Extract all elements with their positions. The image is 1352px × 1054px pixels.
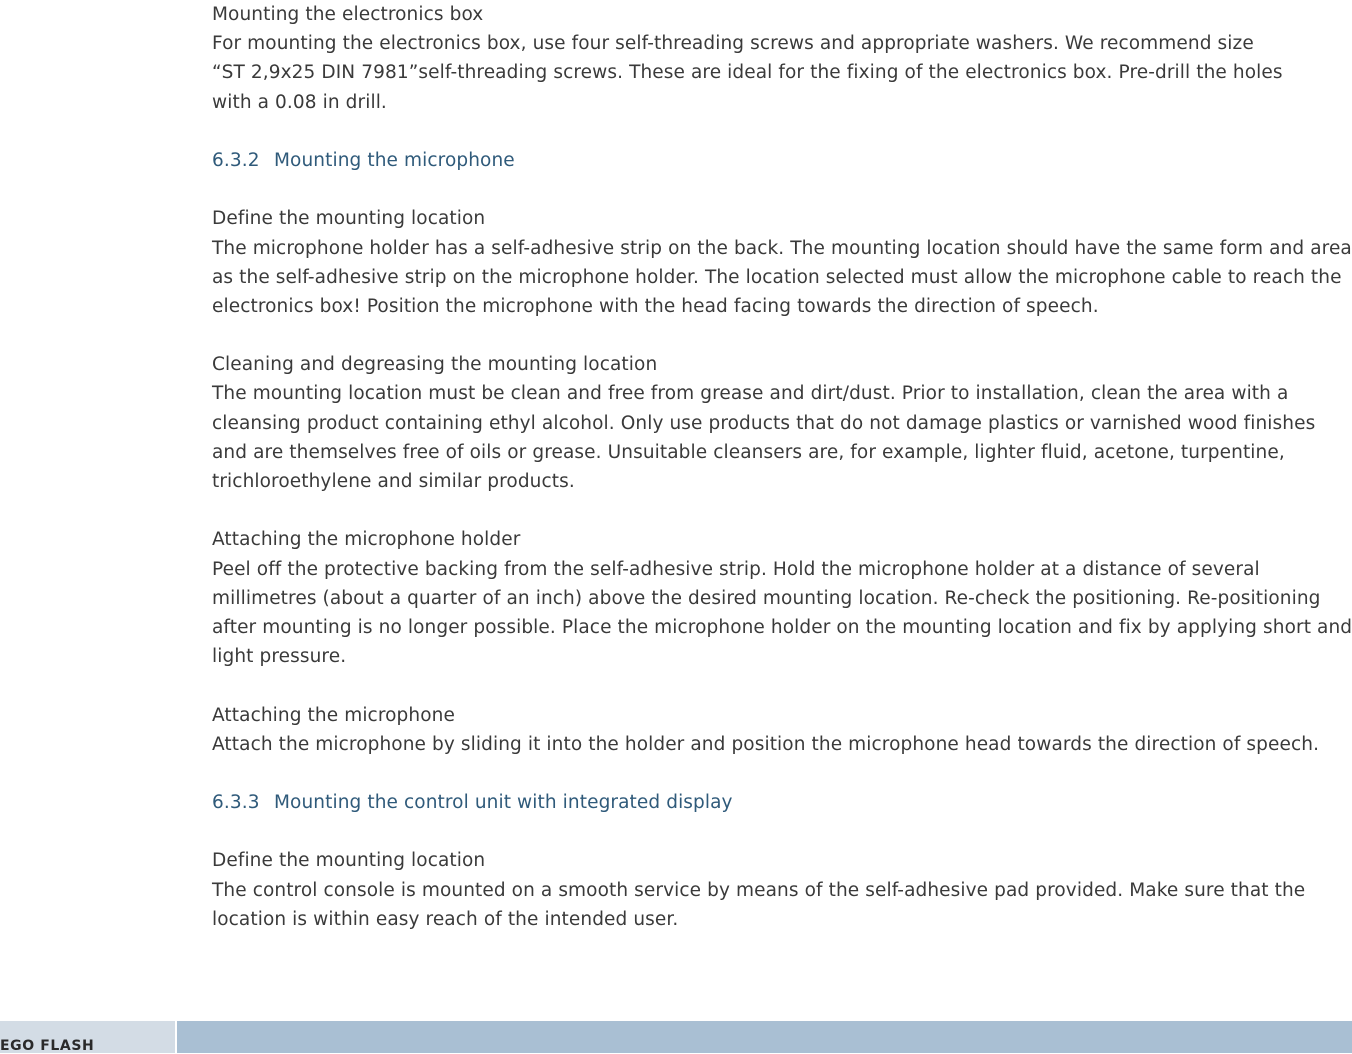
section-number: 6.3.2 [212,149,260,171]
subsection-title-attaching-holder: Attaching the microphone holder [212,529,521,551]
section-heading-microphone [212,146,1352,175]
paragraph-line: light pressure. [212,646,347,668]
subsection-title-electronics-box: Mounting the electronics box [212,4,484,25]
paragraph-line: The control console is mounted on a smooth service by means of the self-adhesive pad provided. Make sure that the [212,879,1306,901]
spacer [212,496,1352,525]
paragraph-line: Peel off the protective backing from the self-adhesive strip. Hold the microphone holder at a distance of several [212,558,1260,580]
paragraph-line: The mounting location must be clean and free from grease and dirt/dust. Prior to installation, clean the area with a [212,383,1289,405]
paragraph-line: trichloroethylene and similar products. [212,471,575,492]
spacer [212,671,1352,700]
spacer [212,759,1352,788]
paragraph-line: millimetres (about a quarter of an inch) above the desired mounting location. Re-check the positioning. Re-positioning [212,587,1321,609]
paragraph-line: “ST 2,9x25 DIN 7981”self-threading screws. These are ideal for the fixing of the electronics box. Pre-drill the holes [212,62,1283,84]
paragraph-line: Attach the microphone by sliding it into the holder and position the microphone head towards the direction of speech. [212,733,1320,755]
footer-product-name: EGO FLASH [0,1038,95,1054]
subsection-title-cleaning: Cleaning and degreasing the mounting location [212,354,658,376]
section-title: Mounting the microphone [274,149,515,171]
paragraph-line: For mounting the electronics box, use four self-threading screws and appropriate washers. We recommend size [212,33,1254,55]
section-title: Mounting the control unit with integrated display [274,792,733,814]
subsection-title-define-location: Define the mounting location [212,208,486,230]
paragraph-line: The microphone holder has a self-adhesive strip on the back. The mounting location should have the same form and area [212,237,1352,259]
section-number: 6.3.3 [212,792,260,814]
paragraph-line: after mounting is no longer possible. Place the microphone holder on the mounting location and fix by applying short and [212,616,1352,638]
paragraph-line: as the self-adhesive strip on the microphone holder. The location selected must allow the microphone cable to reach the [212,266,1342,288]
subsection-title-attaching-microphone: Attaching the microphone [212,704,455,726]
footer-bar-right [177,1021,1352,1053]
paragraph-line: and are themselves free of oils or grease. Unsuitable cleansers are, for example, lighter fluid, acetone, turpentine, [212,441,1285,463]
spacer [212,117,1352,146]
paragraph-line: cleansing product containing ethyl alcohol. Only use products that do not damage plastics or varnished wood finishes [212,412,1316,434]
spacer [212,817,1352,846]
spacer [212,175,1352,204]
paragraph-line: location is within easy reach of the intended user. [212,908,679,930]
paragraph-line: electronics box! Position the microphone with the head facing towards the direction of speech. [212,295,1099,317]
paragraph-line: with a 0.08 in drill. [212,91,387,113]
spacer [212,321,1352,350]
section-heading-control-unit [212,788,1352,817]
subsection-title-define-location: Define the mounting location [212,850,486,872]
document-body [212,0,1352,934]
